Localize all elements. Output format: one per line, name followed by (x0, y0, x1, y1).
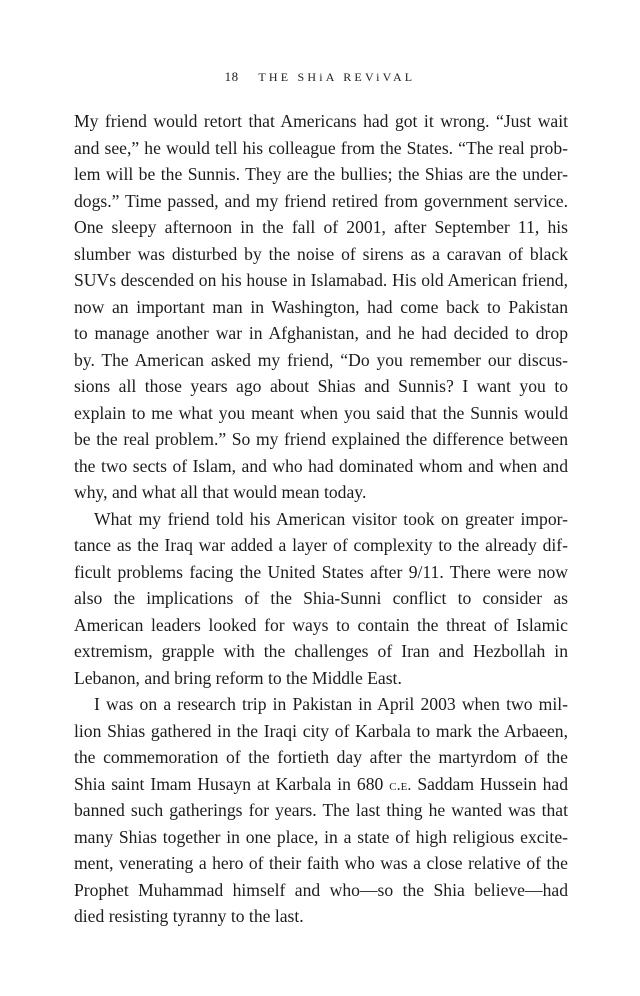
text-line: sions all those years ago about Shias and Sunnis? I want you to (74, 376, 568, 396)
text-line: the commemoration of the fortieth day after the martyrdom of the (74, 747, 568, 767)
book-title: THE SHiA REViVAL (258, 70, 416, 84)
paragraph (74, 691, 568, 930)
text-line: ficult problems facing the United States after 9/11. There were now (74, 561, 568, 582)
body-text (74, 108, 568, 930)
text-line: American leaders looked for ways to contain the threat of Islamic (74, 614, 568, 635)
text-line: One sleepy afternoon in the fall of 2001, after September 11, his (74, 217, 568, 237)
text-line: to manage another war in Afghanistan, and he had decided to drop (74, 323, 568, 343)
text-line: by. The American asked my friend, “Do you remember our discus- (74, 349, 568, 370)
paragraph (74, 108, 568, 506)
text-line: be the real problem.” So my friend explained the difference between (74, 429, 568, 449)
text-line: and see,” he would tell his colleague from the States. “The real prob- (74, 137, 568, 158)
text-line: slumber was disturbed by the noise of sirens as a caravan of black (74, 243, 568, 264)
text-line: explain to me what you meant when you said that the Sunnis would (74, 402, 568, 423)
text-line: why, and what all that would mean today. (74, 482, 367, 502)
text-line: ment, venerating a hero of their faith who was a close relative of the (74, 853, 568, 873)
text-line: Lebanon, and bring reform to the Middle East. (74, 667, 402, 688)
text-line: lion Shias gathered in the Iraqi city of Karbala to mark the Arbaeen, (74, 720, 568, 741)
text-line: lem will be the Sunnis. They are the bullies; the Shias are the under- (74, 164, 568, 184)
text-line: dogs.” Time passed, and my friend retired from government service. (74, 190, 568, 211)
page-number: 18 (224, 69, 239, 84)
text-line: extremism, grapple with the challenges of Iran and Hezbollah in (74, 641, 568, 661)
text-line: Shia saint Imam Husayn at Karbala in 680 c.e. Saddam Hussein had (74, 773, 568, 794)
text-line: the two sects of Islam, and who had dominated whom and when and (74, 455, 568, 476)
text-line: SUVs descended on his house in Islamabad. His old American friend, (74, 270, 568, 290)
text-line: What my friend told his American visitor took on greater impor- (94, 508, 568, 529)
text-line: Prophet Muhammad himself and who—so the Shia believe—had (74, 879, 568, 900)
text-line: also the implications of the Shia-Sunni conflict to consider as (74, 588, 568, 608)
text-line: banned such gatherings for years. The last thing he wanted was that (74, 800, 568, 820)
text-line: now an important man in Washington, had come back to Pakistan (74, 296, 568, 317)
running-head (0, 69, 640, 85)
text-line: tance as the Iraq war added a layer of complexity to the already dif- (74, 535, 568, 555)
paragraph (74, 506, 568, 692)
text-line: My friend would retort that Americans had got it wrong. “Just wait (74, 111, 568, 131)
text-line: I was on a research trip in Pakistan in April 2003 when two mil- (94, 694, 568, 714)
text-line: many Shias together in one place, in a state of high religious excite- (74, 826, 568, 847)
text-line: died resisting tyranny to the last. (74, 906, 304, 926)
